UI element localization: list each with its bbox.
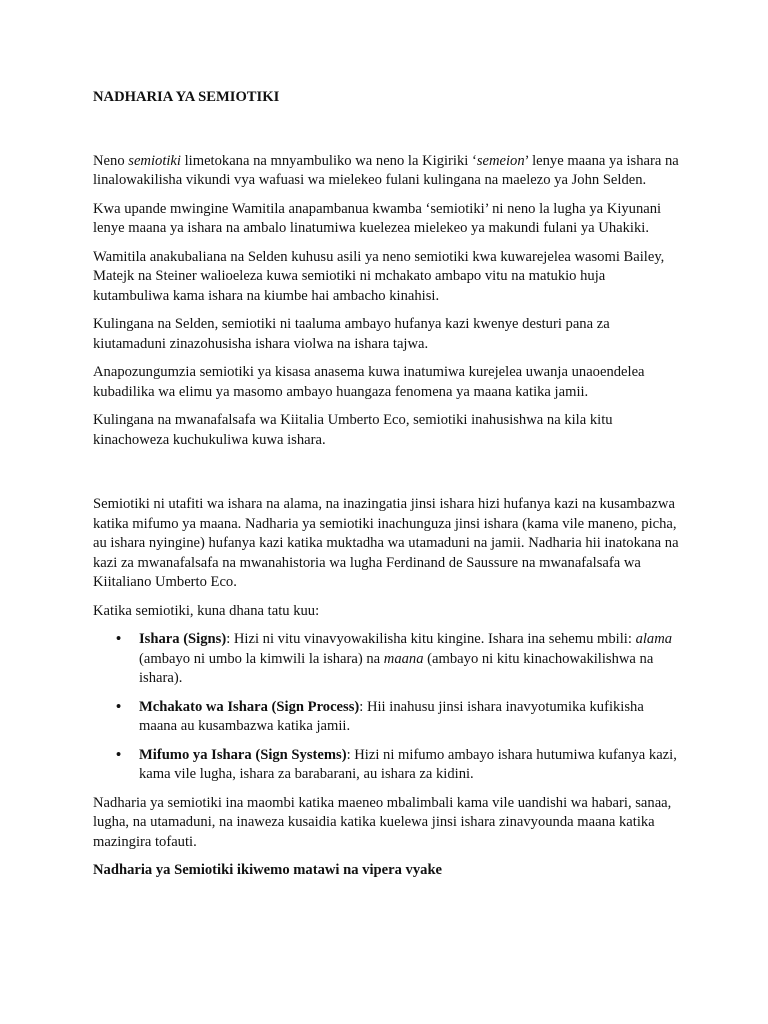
paragraph-etymology bbox=[93, 152, 683, 191]
list-item bbox=[116, 746, 683, 785]
text-run: (ambayo ni kitu kinachowakilishwa na ishara). bbox=[139, 650, 654, 686]
text-run: : Hizi ni vitu vinavyowakilisha kitu kingine. Ishara ina sehemu mbili: bbox=[226, 631, 636, 647]
concept-term: Mchakato wa Ishara (Sign Process) bbox=[139, 698, 360, 715]
paragraph-definition: Semiotiki ni utafiti wa ishara na alama, na inazingatia jinsi ishara hizi hufanya kazi na kusambazwa katika mifumo ya maana. Nadharia ya semiotiki inachunguza jinsi ishara (kama vile maneno, picha, au ishara nyingine) hufanya kazi katika muktadha wa utamaduni na jamii. Nadharia hii inatokana na kazi za mwanafalsafa na mwanahistoria wa lugha Ferdinand de Saussure na mwanafalsafa wa Kiitaliano Umberto Eco. bbox=[93, 496, 679, 590]
list-item bbox=[116, 630, 683, 689]
document-title: NADHARIA YA SEMIOTIKI bbox=[93, 89, 280, 105]
concepts-list bbox=[93, 630, 683, 785]
paragraph-concepts-intro: Katika semiotiki, kuna dhana tatu kuu: bbox=[93, 602, 320, 619]
text-run: (ambayo ni umbo la kimwili la ishara) na bbox=[139, 650, 384, 667]
concept-term: Ishara (Signs) bbox=[139, 631, 227, 647]
italic-term: alama bbox=[635, 631, 673, 647]
paragraph-selden: Kulingana na Selden, semiotiki ni taaluma ambayo hufanya kazi kwenye desturi pana za kiutamaduni zinazohusisha ishara violwa na ishara tajwa. bbox=[93, 316, 610, 352]
text-run: : Hii inahusu jinsi ishara inavyotumika kufikisha maana au kusambazwa katika jamii. bbox=[139, 698, 644, 734]
bullet-icon: • bbox=[116, 698, 122, 715]
section-spacer bbox=[93, 459, 683, 495]
bullet-icon: • bbox=[116, 746, 122, 763]
text-run: Neno bbox=[93, 152, 129, 169]
document-page bbox=[93, 88, 683, 881]
text-run: : Hizi ni mifumo ambayo ishara hutumiwa kufanya kazi, kama vile lugha, ishara za barabarani, au ishara za kidini. bbox=[139, 746, 677, 782]
italic-term: maana bbox=[383, 650, 424, 667]
italic-term: semiotiki bbox=[128, 152, 181, 169]
paragraph-wamitila-selden: Wamitila anakubaliana na Selden kuhusu asili ya neno semiotiki kwa kuwarejelea wasomi Bailey, Matejk na Steiner walioeleza kuwa semiotiki ni mchakato ambapo vitu na matukio huja kutambuliwa kama ishara na kiumbe hai ambacho kinahisi. bbox=[93, 248, 665, 304]
bullet-icon: • bbox=[116, 631, 122, 647]
paragraph-wamitila: Kwa upande mwingine Wamitila anapambanua kwamba ‘semiotiki’ ni neno la lugha ya Kiyunani lenye maana ya ishara na ambalo linatumiwa kuelezea mielekeo ya makundi fulani ya Uhakiki. bbox=[93, 200, 662, 236]
text-run: limetokana na mnyambuliko wa neno la Kigiriki ‘ bbox=[180, 152, 477, 169]
list-item bbox=[116, 698, 683, 737]
paragraph-modern-semiotics: Anapozungumzia semiotiki ya kisasa anasema kuwa inatumiwa kurejelea uwanja unaoendelea kubadilika wa elimu ya masomo ambayo huangaza fenomena ya maana katika jamii. bbox=[93, 364, 645, 400]
italic-term: semeion bbox=[476, 152, 525, 169]
paragraph-umberto-eco: Kulingana na mwanafalsafa wa Kiitalia Umberto Eco, semiotiki inahusishwa na kila kitu kinachoweza kuchukuliwa kuwa ishara. bbox=[93, 412, 613, 448]
text-run: ’ lenye maana ya ishara na linalowakilisha vikundi vya wafuasi wa mielekeo fulani kulingana na maelezo ya John Selden. bbox=[93, 152, 679, 188]
concept-term: Mifumo ya Ishara (Sign Systems) bbox=[139, 746, 347, 763]
section-subheading: Nadharia ya Semiotiki ikiwemo matawi na vipera vyake bbox=[93, 862, 443, 878]
paragraph-applications: Nadharia ya semiotiki ina maombi katika maeneo mbalimbali kama vile uandishi wa habari, sanaa, lugha, na utamaduni, na inaweza kusaidia katika kuelewa jinsi ishara zinavyounda maana katika mazingira tofauti. bbox=[93, 794, 672, 850]
